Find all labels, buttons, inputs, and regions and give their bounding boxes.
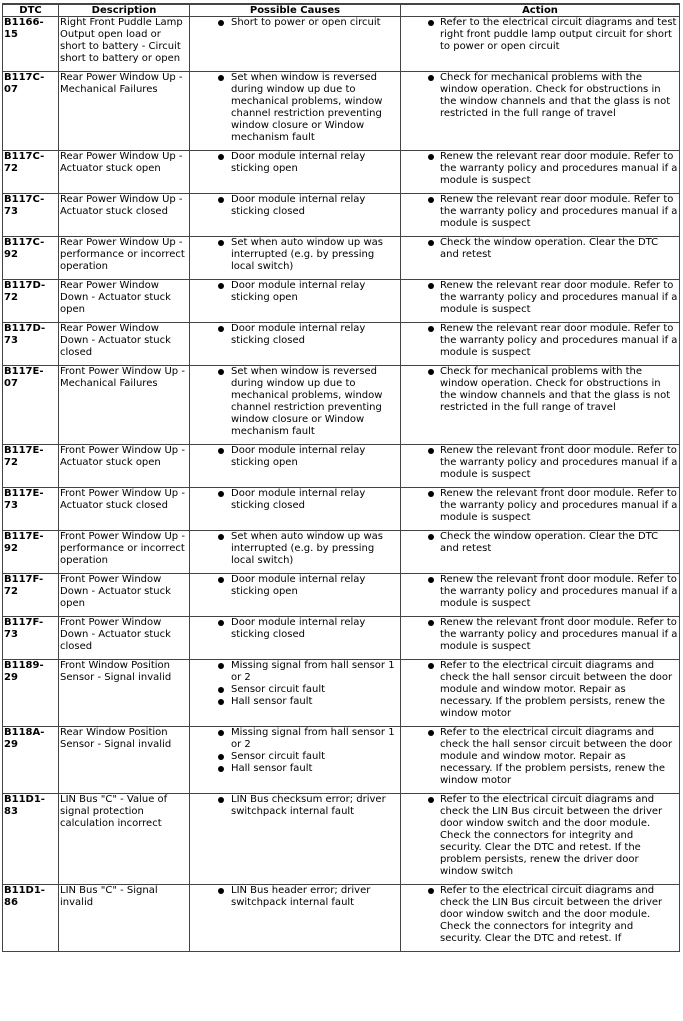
possible-causes-cell xyxy=(190,17,401,72)
action-item: Renew the relevant front door module. Refer to the warranty policy and procedures manual if a module is suspect xyxy=(440,574,678,609)
dtc-description: Front Power Window Up - performance or incorrect operation xyxy=(59,531,190,574)
possible-cause-item: Door module internal relay sticking open xyxy=(231,574,399,598)
dtc-description: Rear Power Window Up - Actuator stuck closed xyxy=(59,194,190,237)
action-item: Check for mechanical problems with the window operation. Check for obstructions in the window channels and that the glass is not restricted in the full range of travel xyxy=(440,366,678,414)
possible-causes-list xyxy=(191,531,399,567)
possible-causes-list xyxy=(191,445,399,469)
action-cell xyxy=(401,366,680,445)
dtc-code: B117D-73 xyxy=(3,323,59,366)
dtc-description: Right Front Puddle Lamp Output open load or short to battery - Circuit short to battery or open xyxy=(59,17,190,72)
table-row xyxy=(3,445,680,488)
dtc-description: Rear Power Window Up - Mechanical Failures xyxy=(59,72,190,151)
possible-cause-item: Door module internal relay sticking closed xyxy=(231,488,399,512)
possible-causes-list xyxy=(191,488,399,512)
action-cell xyxy=(401,17,680,72)
possible-causes-cell xyxy=(190,574,401,617)
action-item: Renew the relevant rear door module. Refer to the warranty policy and procedures manual if a module is suspect xyxy=(440,280,678,315)
dtc-description: Front Power Window Down - Actuator stuck open xyxy=(59,574,190,617)
possible-causes-list xyxy=(191,17,399,29)
dtc-description: Front Power Window Up - Actuator stuck open xyxy=(59,445,190,488)
action-item: Refer to the electrical circuit diagrams and check the hall sensor circuit between the door module and window motor. Repair as necessary. If the problem persists, renew the window motor xyxy=(440,660,678,720)
possible-cause-item: Set when window is reversed during window up due to mechanical problems, window channel restriction preventing window closure or Window mechanism fault xyxy=(231,72,399,144)
dtc-code: B117E-07 xyxy=(3,366,59,445)
possible-causes-list xyxy=(191,194,399,218)
possible-cause-item: Short to power or open circuit xyxy=(231,17,399,29)
possible-causes-list xyxy=(191,280,399,304)
action-cell xyxy=(401,794,680,885)
action-cell xyxy=(401,280,680,323)
action-item: Check the window operation. Clear the DTC and retest xyxy=(440,237,678,261)
dtc-code: B117F-73 xyxy=(3,617,59,660)
possible-cause-item: Door module internal relay sticking open xyxy=(231,151,399,175)
action-list xyxy=(402,660,678,720)
dtc-code: B117F-72 xyxy=(3,574,59,617)
possible-causes-cell xyxy=(190,237,401,280)
action-list xyxy=(402,794,678,878)
table-body xyxy=(3,17,680,952)
table-row xyxy=(3,151,680,194)
action-list xyxy=(402,237,678,261)
action-list xyxy=(402,366,678,414)
table-header-row xyxy=(3,4,680,17)
action-list xyxy=(402,727,678,787)
action-cell xyxy=(401,151,680,194)
possible-causes-cell xyxy=(190,445,401,488)
action-cell xyxy=(401,194,680,237)
action-item: Refer to the electrical circuit diagrams and check the hall sensor circuit between the door module and window motor. Repair as necessary. If the problem persists, renew the window motor xyxy=(440,727,678,787)
possible-cause-item: LIN Bus checksum error; driver switchpack internal fault xyxy=(231,794,399,818)
possible-causes-list xyxy=(191,151,399,175)
action-item: Renew the relevant front door module. Refer to the warranty policy and procedures manual if a module is suspect xyxy=(440,445,678,480)
table-row xyxy=(3,794,680,885)
dtc-code: B117E-73 xyxy=(3,488,59,531)
possible-causes-cell xyxy=(190,660,401,727)
dtc-code: B117C-72 xyxy=(3,151,59,194)
table-row xyxy=(3,727,680,794)
action-list xyxy=(402,194,678,230)
action-item: Renew the relevant front door module. Refer to the warranty policy and procedures manual if a module is suspect xyxy=(440,617,678,652)
action-cell xyxy=(401,727,680,794)
dtc-code: B117E-72 xyxy=(3,445,59,488)
possible-cause-item: Set when window is reversed during window up due to mechanical problems, window channel restriction preventing window closure or Window mechanism fault xyxy=(231,366,399,438)
dtc-description: Rear Power Window Up - performance or incorrect operation xyxy=(59,237,190,280)
dtc-description: LIN Bus "C" - Signal invalid xyxy=(59,885,190,952)
possible-causes-cell xyxy=(190,194,401,237)
action-item: Refer to the electrical circuit diagrams and check the LIN Bus circuit between the driver door window switch and the door module. Check the connectors for integrity and security. Clear the DTC and retest. If xyxy=(440,885,678,945)
table-row xyxy=(3,72,680,151)
action-list xyxy=(402,617,678,653)
action-list xyxy=(402,531,678,555)
table-row xyxy=(3,488,680,531)
action-list xyxy=(402,885,678,945)
dtc-code: B1166-15 xyxy=(3,17,59,72)
possible-causes-cell xyxy=(190,617,401,660)
possible-causes-cell xyxy=(190,366,401,445)
action-cell xyxy=(401,574,680,617)
possible-causes-cell xyxy=(190,727,401,794)
table-row xyxy=(3,617,680,660)
table-row xyxy=(3,237,680,280)
possible-causes-cell xyxy=(190,531,401,574)
dtc-code: B11D1-86 xyxy=(3,885,59,952)
possible-cause-item: Sensor circuit fault xyxy=(231,751,399,763)
table-row xyxy=(3,323,680,366)
action-cell xyxy=(401,617,680,660)
table-row xyxy=(3,660,680,727)
dtc-description: Rear Window Position Sensor - Signal invalid xyxy=(59,727,190,794)
action-cell xyxy=(401,445,680,488)
table-row xyxy=(3,574,680,617)
dtc-code: B117D-72 xyxy=(3,280,59,323)
header-description: Description xyxy=(59,4,190,17)
action-list xyxy=(402,72,678,120)
possible-cause-item: Door module internal relay sticking open xyxy=(231,280,399,304)
dtc-description: LIN Bus "C" - Value of signal protection calculation incorrect xyxy=(59,794,190,885)
action-item: Renew the relevant rear door module. Refer to the warranty policy and procedures manual if a module is suspect xyxy=(440,151,678,186)
possible-cause-item: Hall sensor fault xyxy=(231,763,399,775)
possible-cause-item: Missing signal from hall sensor 1 or 2 xyxy=(231,727,399,751)
dtc-description: Front Window Position Sensor - Signal invalid xyxy=(59,660,190,727)
possible-causes-list xyxy=(191,885,399,909)
possible-cause-item: Hall sensor fault xyxy=(231,696,399,708)
possible-causes-list xyxy=(191,794,399,818)
action-item: Check for mechanical problems with the window operation. Check for obstructions in the window channels and that the glass is not restricted in the full range of travel xyxy=(440,72,678,120)
dtc-description: Front Power Window Up - Actuator stuck closed xyxy=(59,488,190,531)
action-cell xyxy=(401,531,680,574)
table-row xyxy=(3,366,680,445)
action-cell xyxy=(401,72,680,151)
possible-causes-cell xyxy=(190,323,401,366)
header-action: Action xyxy=(401,4,680,17)
dtc-description: Front Power Window Down - Actuator stuck closed xyxy=(59,617,190,660)
possible-causes-list xyxy=(191,617,399,641)
possible-cause-item: Door module internal relay sticking open xyxy=(231,445,399,469)
action-list xyxy=(402,280,678,316)
possible-cause-item: Door module internal relay sticking closed xyxy=(231,617,399,641)
possible-cause-item: Missing signal from hall sensor 1 or 2 xyxy=(231,660,399,684)
possible-causes-list xyxy=(191,323,399,347)
table-row xyxy=(3,194,680,237)
action-list xyxy=(402,488,678,524)
possible-causes-cell xyxy=(190,794,401,885)
possible-causes-list xyxy=(191,574,399,598)
possible-causes-cell xyxy=(190,151,401,194)
possible-causes-cell xyxy=(190,488,401,531)
possible-causes-list xyxy=(191,366,399,438)
dtc-description: Rear Power Window Down - Actuator stuck open xyxy=(59,280,190,323)
action-item: Renew the relevant rear door module. Refer to the warranty policy and procedures manual if a module is suspect xyxy=(440,323,678,358)
possible-causes-list xyxy=(191,237,399,273)
action-item: Check the window operation. Clear the DTC and retest xyxy=(440,531,678,555)
possible-causes-cell xyxy=(190,280,401,323)
action-cell xyxy=(401,885,680,952)
action-list xyxy=(402,17,678,53)
dtc-code: B118A-29 xyxy=(3,727,59,794)
dtc-table xyxy=(2,3,680,952)
action-cell xyxy=(401,488,680,531)
action-list xyxy=(402,323,678,359)
dtc-description: Rear Power Window Down - Actuator stuck closed xyxy=(59,323,190,366)
table-row xyxy=(3,280,680,323)
table-row xyxy=(3,17,680,72)
dtc-description: Rear Power Window Up - Actuator stuck open xyxy=(59,151,190,194)
table-row xyxy=(3,885,680,952)
possible-cause-item: Door module internal relay sticking closed xyxy=(231,323,399,347)
action-cell xyxy=(401,660,680,727)
action-cell xyxy=(401,237,680,280)
possible-causes-list xyxy=(191,660,399,708)
header-possible-causes: Possible Causes xyxy=(190,4,401,17)
action-cell xyxy=(401,323,680,366)
action-list xyxy=(402,445,678,481)
possible-cause-item: Set when auto window up was interrupted (e.g. by pressing local switch) xyxy=(231,237,399,273)
dtc-code: B117C-07 xyxy=(3,72,59,151)
possible-causes-cell xyxy=(190,72,401,151)
possible-causes-cell xyxy=(190,885,401,952)
action-item: Renew the relevant front door module. Refer to the warranty policy and procedures manual if a module is suspect xyxy=(440,488,678,523)
possible-causes-list xyxy=(191,72,399,144)
action-item: Refer to the electrical circuit diagrams and check the LIN Bus circuit between the driver door window switch and the door module. Check the connectors for integrity and security. Clear the DTC and retest. If the problem persists, renew the driver door window switch xyxy=(440,794,678,878)
dtc-table-container xyxy=(2,3,679,952)
action-list xyxy=(402,574,678,610)
dtc-code: B1189-29 xyxy=(3,660,59,727)
possible-cause-item: LIN Bus header error; driver switchpack internal fault xyxy=(231,885,399,909)
possible-causes-list xyxy=(191,727,399,775)
possible-cause-item: Door module internal relay sticking closed xyxy=(231,194,399,218)
dtc-code: B117C-73 xyxy=(3,194,59,237)
action-list xyxy=(402,151,678,187)
header-dtc: DTC xyxy=(3,4,59,17)
action-item: Refer to the electrical circuit diagrams and test right front puddle lamp output circuit for short to power or open circuit xyxy=(440,17,677,52)
table-row xyxy=(3,531,680,574)
possible-cause-item: Sensor circuit fault xyxy=(231,684,399,696)
dtc-code: B117C-92 xyxy=(3,237,59,280)
dtc-description: Front Power Window Up - Mechanical Failures xyxy=(59,366,190,445)
action-item: Renew the relevant rear door module. Refer to the warranty policy and procedures manual if a module is suspect xyxy=(440,194,678,229)
dtc-code: B117E-92 xyxy=(3,531,59,574)
dtc-code: B11D1-83 xyxy=(3,794,59,885)
possible-cause-item: Set when auto window up was interrupted (e.g. by pressing local switch) xyxy=(231,531,399,567)
